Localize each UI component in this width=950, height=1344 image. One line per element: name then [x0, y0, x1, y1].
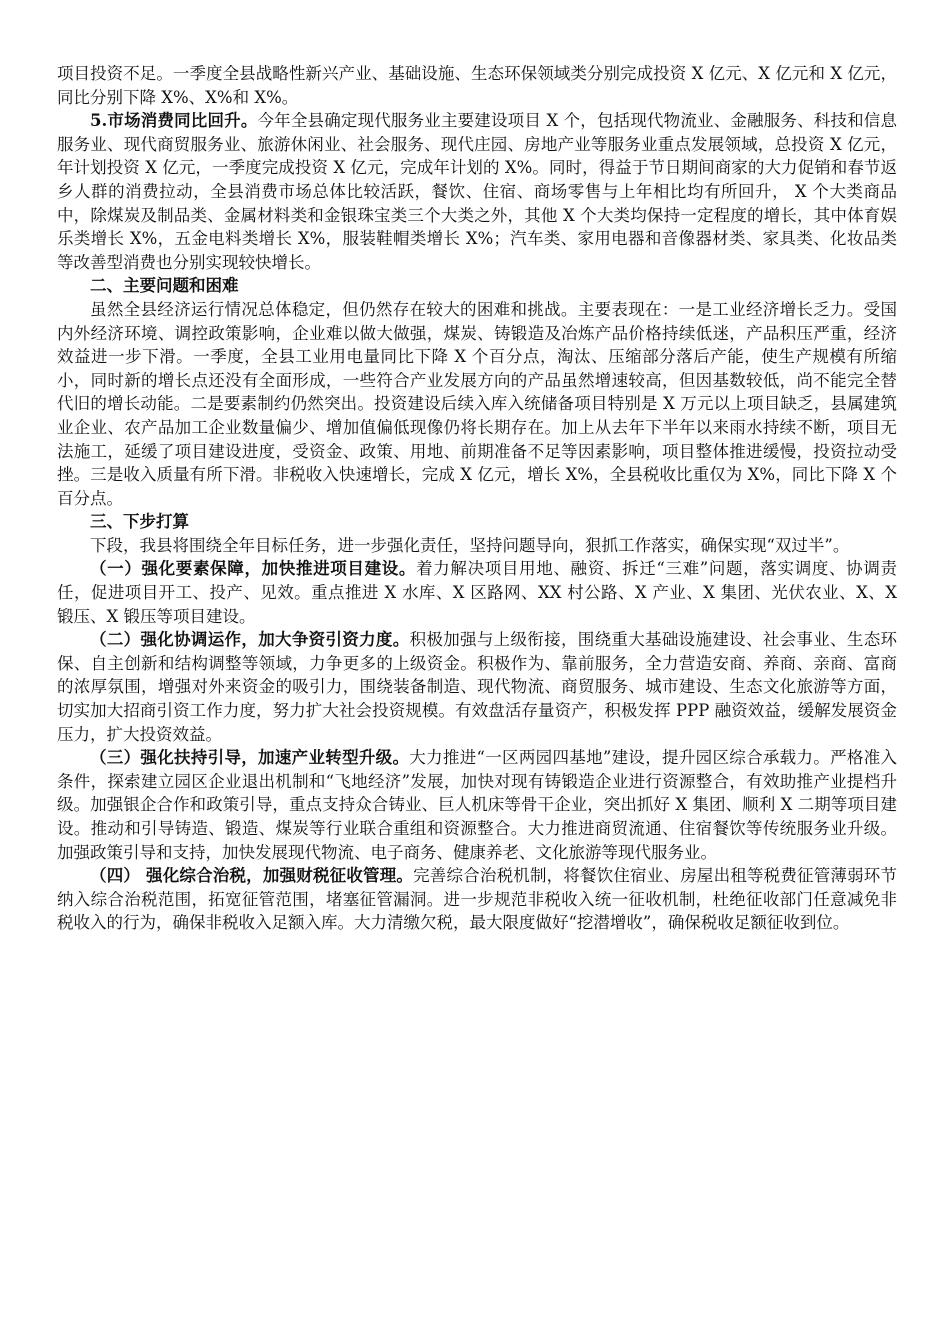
next-step-item-4: [57, 864, 897, 935]
next-step-item-3: [57, 746, 897, 864]
next-step-item-1-body: 着力解决项目用地、融资、拆迁“三难”问题，落实调度、协调责任，促进项目开工、投产、见效。重点推进 X 水库、X 区路网、XX 村公路、X 产业、X 集团、光伏农业、X、X 锻压、X 锻压等项目建设。: [57, 559, 898, 626]
continuation-paragraph: 项目投资不足。一季度全县战略性新兴产业、基础设施、生态环保领域类分别完成投资 X 亿元、X 亿元和 X 亿元，同比分别下降 X%、X%和 X%。: [57, 64, 897, 107]
next-step-item-2: [57, 628, 897, 746]
next-step-item-3-body: 大力推进“一区两园四基地”建设，提升园区综合承载力。严格准入条件，探索建立园区企业退出机制和“飞地经济”发展，加快对现有铸锻造企业进行资源整合，有效助推产业提档升级。加强银企合作和政策引导，重点支持众合铸业、巨人机床等骨干企业，突出抓好 X 集团、顺利 X 二期等项目建设。推动和引导铸造、锻造、煤炭等行业联合重组和资源整合。大力推进商贸流通、住宿餐饮等传统服务业升级。加强政策引导和支持，加快发展现代物流、电子商务、健康养老、文化旅游等现代服务业。: [57, 748, 898, 862]
document-page: [57, 62, 897, 935]
next-step-item-4-heading: （四） 强化综合治税，加强财税征收管理。: [90, 866, 414, 886]
problems-heading: 二、主要问题和困难: [90, 276, 239, 296]
next-step-item-1-heading: （一）强化要素保障，加快推进项目建设。: [90, 559, 417, 579]
next-step-item-2-body: 积极加强与上级衔接，围绕重大基础设施建设、社会事业、生态环保、自主创新和结构调整等领域，力争更多的上级资金。积极作为、靠前服务，全力营造安商、养商、亲商、富商的浓厚氛围，增强对外来资金的吸引力，围绕装备制造、现代物流、商贸服务、城市建设、生态文化旅游等方面，切实加大招商引资工作力度，努力扩大社会投资规模。有效盘活存量资产，积极发挥 PPP 融资效益，缓解发展资金压力，扩大投资效益。: [57, 630, 898, 744]
section-5-heading: 5.市场消费同比回升。: [90, 111, 258, 131]
next-step-item-4-body: 完善综合治税机制，将餐饮住宿业、房屋出租等税费征管薄弱环节纳入综合治税范围，拓宽征管范围，堵塞征管漏洞。进一步规范非税收入统一征收机制，杜绝征收部门任意减免非税收入的行为，确保非税收入足额入库。大力清缴欠税，最大限度做好“挖潜增收”，确保税收足额征收到位。: [57, 866, 898, 933]
section-5-paragraph: [57, 109, 897, 274]
problems-body: 虽然全县经济运行情况总体稳定，但仍然存在较大的困难和挑战。主要表现在：一是工业经济增长乏力。受国内外经济环境、调控政策影响，企业难以做大做强，煤炭、铸锻造及冶炼产品价格持续低迷，产品积压严重，经济效益进一步下滑。一季度，全县工业用电量同比下降 X 个百分点，淘汰、压缩部分落后产能，使生产规模有所缩小，同时新的增长点还没有全面形成，一些符合产业发展方向的产品虽然增速较高，但因基数较低，尚不能完全替代旧的增长动能。二是要素制约仍然突出。投资建设后续入库入统储备项目特别是 X 万元以上项目缺乏，县属建筑业企业、农产品加工企业数量偏少、增加值偏低现像仍将长期存在。加上从去年下半年以来雨水持续不断，项目无法施工，延缓了项目建设进度，受资金、政策、用地、前期准备不足等因素影响，项目整体推进缓慢，投资拉动受挫。三是收入质量有所下滑。非税收入快速增长，完成 X 亿元，增长 X%，全县税收比重仅为 X%，同比下降 X 个百分点。: [57, 299, 897, 508]
next-steps-heading: 三、下步打算: [90, 512, 189, 532]
next-step-item-2-heading: （二）强化协调运作，加大争资引资力度。: [90, 630, 410, 650]
next-step-item-1: [57, 557, 897, 628]
section-5-body: 今年全县确定现代服务业主要建设项目 X 个，包括现代物流业、金融服务、科技和信息服务业、现代商贸服务业、旅游休闲业、社会服务、现代庄园、房地产业等服务业重点发展领域，总投资 X 亿元，年计划投资 X 亿元，一季度完成投资 X 亿元，完成年计划的 X%。同时，得益于节日期间商家的大力促销和春节返乡人群的消费拉动，全县消费市场总体比较活跃，餐饮、住宿、商场零售与上年相比均有所回升， X 个大类商品中，除煤炭及制品类、金属材料类和金银珠宝类三个大类之外，其他 X 个大类均保持一定程度的增长，其中体育娱乐类增长 X%，五金电料类增长 X%，服装鞋帽类增长 X%；汽车类、家用电器和音像器材类、家具类、化妆品类等改善型消费也分别实现较快增长。: [57, 111, 897, 272]
next-step-item-3-heading: （三）强化扶持引导，加速产业转型升级。: [90, 748, 410, 768]
next-steps-intro: 下段，我县将围绕全年目标任务，进一步强化责任，坚持问题导向，狠抓工作落实，确保实现“双过半”。: [90, 535, 850, 555]
